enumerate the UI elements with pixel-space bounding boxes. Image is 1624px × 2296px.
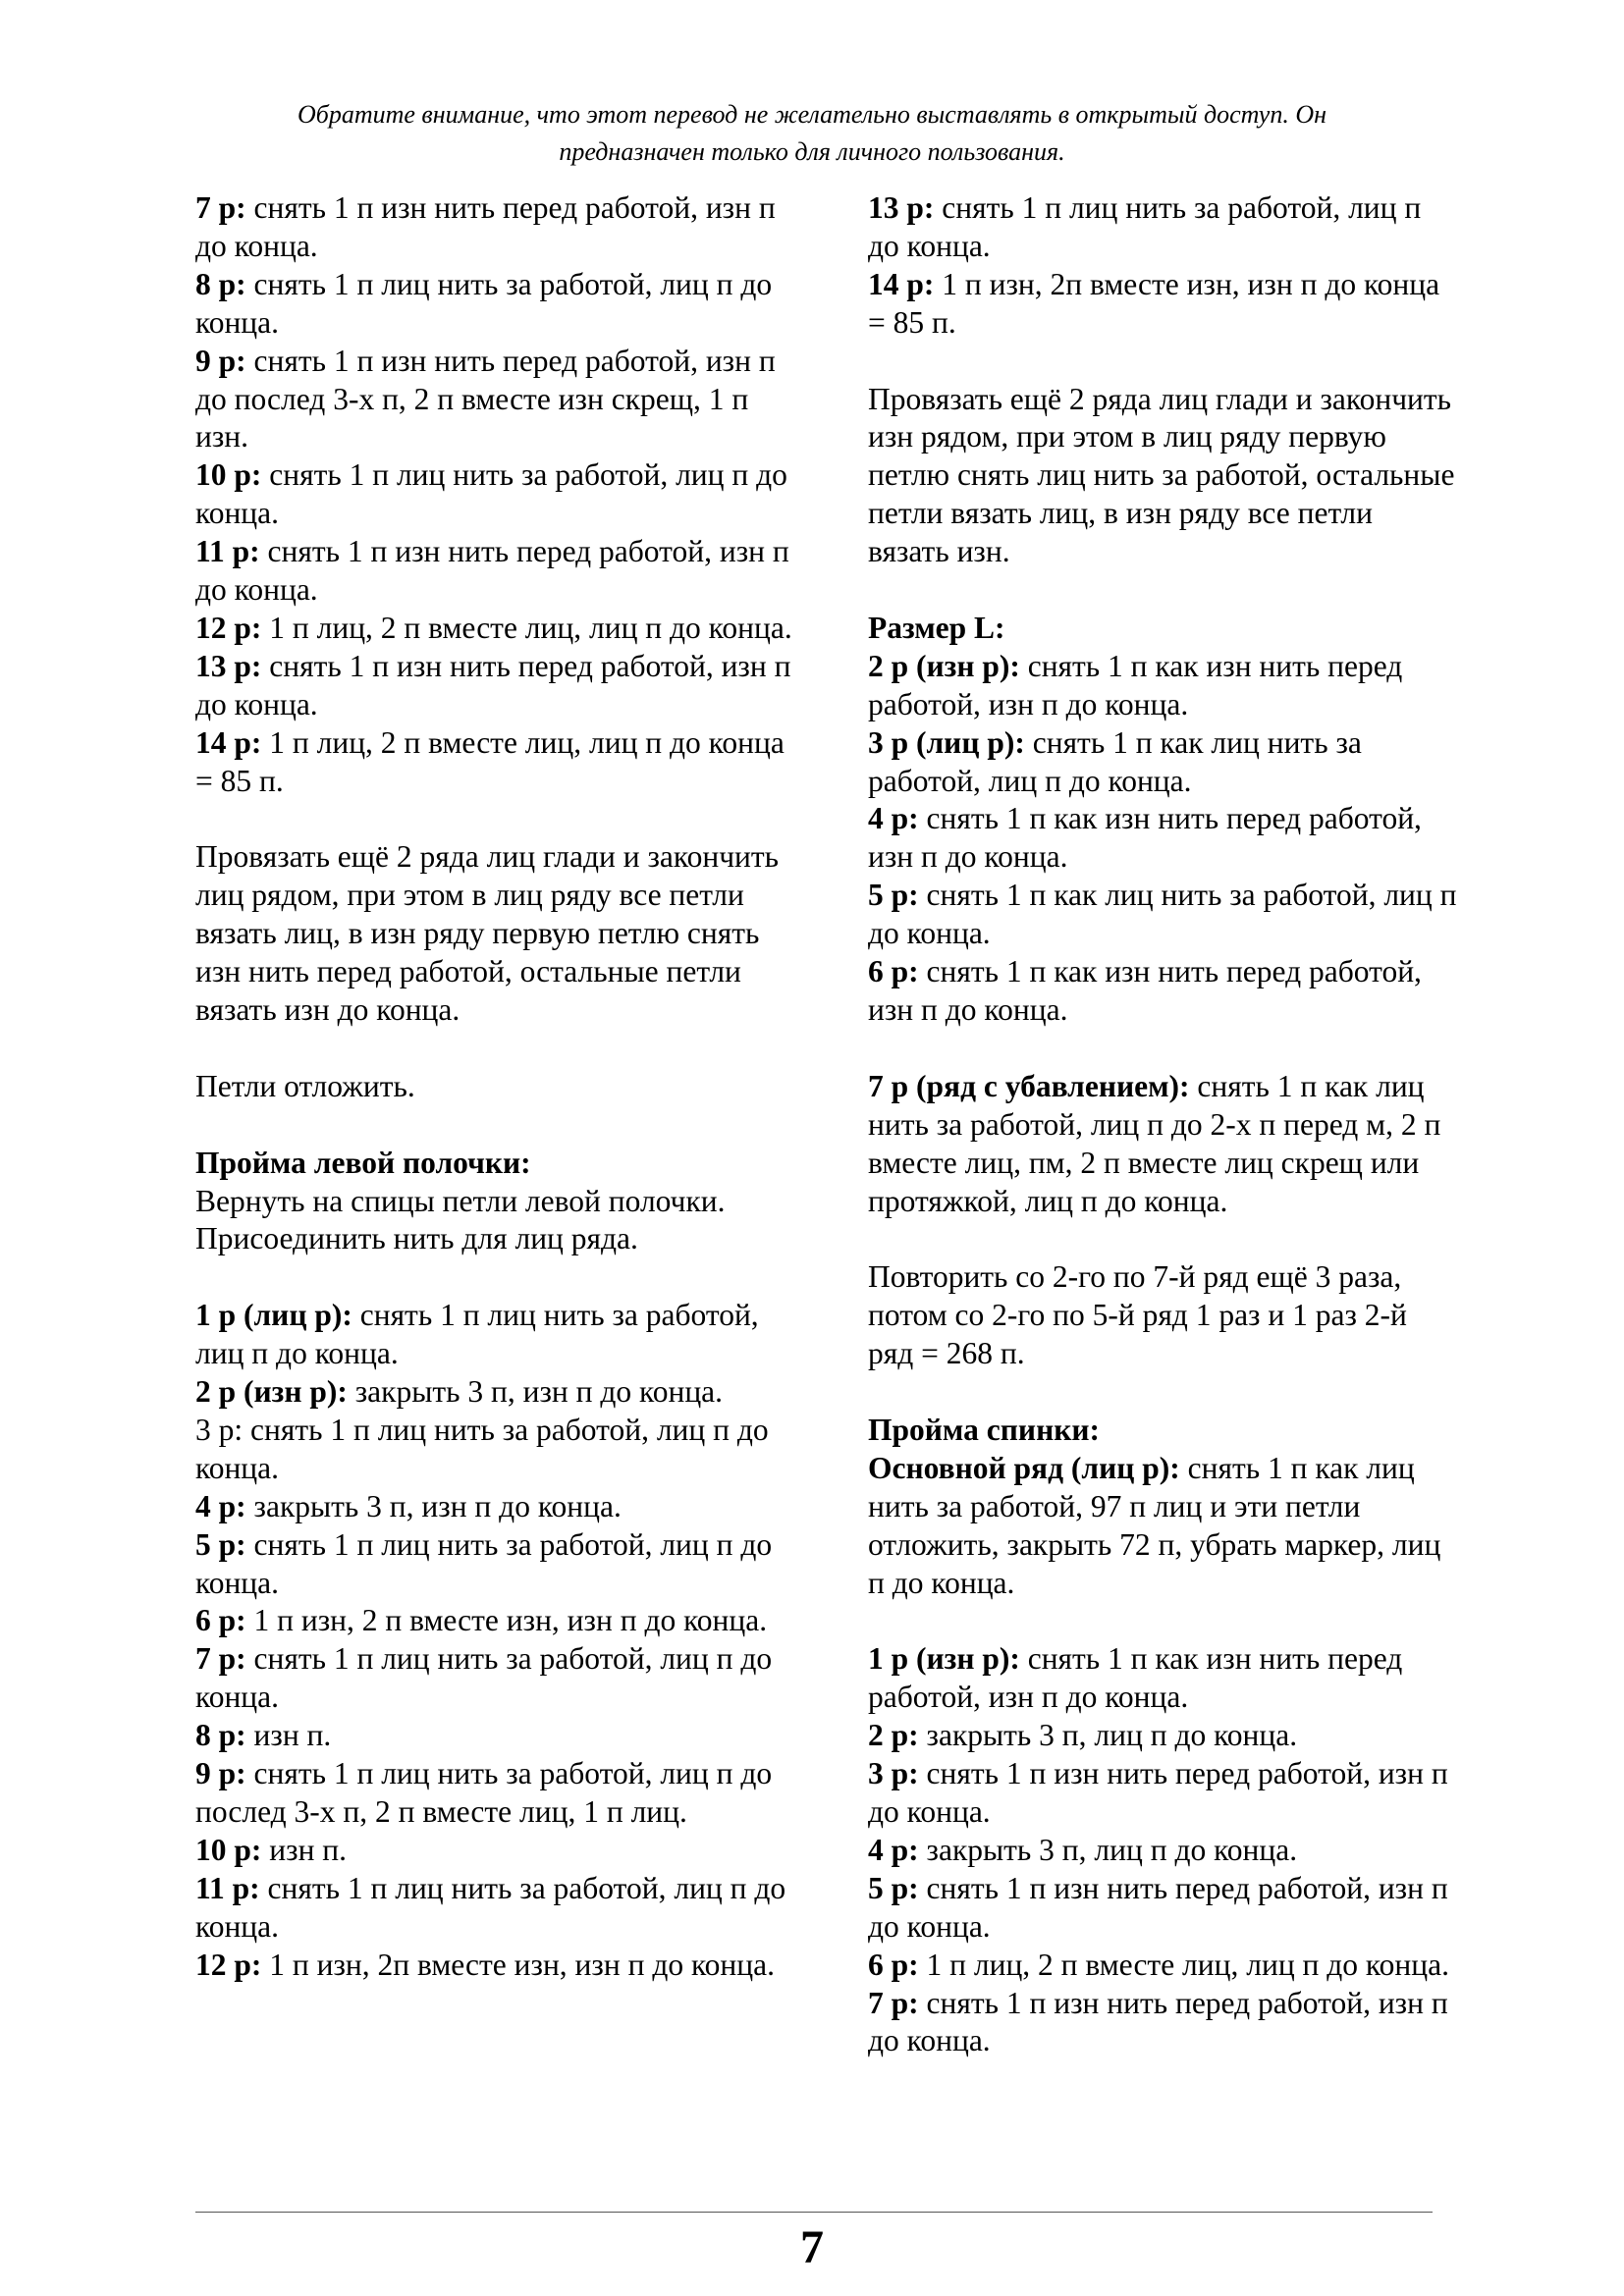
row-label: 6 р:: [195, 1603, 246, 1638]
row-label: 11 р:: [195, 1870, 260, 1905]
spacer: [195, 1030, 804, 1068]
section-heading-left-front-armhole: Пройма левой полочки:: [195, 1145, 531, 1180]
row-1: [195, 1297, 804, 1373]
row-1: [868, 1640, 1457, 1717]
row-label: Основной ряд (лиц р):: [868, 1450, 1180, 1485]
row-text: снять 1 п как изн нить перед работой, изн п до конца.: [868, 954, 1422, 1027]
row-text: закрыть 3 п, лиц п до конца.: [918, 1718, 1298, 1753]
row-9: [195, 1755, 804, 1832]
row-text: снять 1 п изн нить перед работой, изн п до конца.: [195, 648, 791, 721]
paragraph: Провязать ещё 2 ряда лиц глади и закончить лиц рядом, при этом в лиц ряду все петли вязать лиц, в изн ряду первую петлю снять изн нить перед работой, остальные петли вязать изн до конца.: [195, 839, 780, 1028]
row-text: изн п.: [245, 1718, 332, 1753]
section-heading-back-armhole: Пройма спинки:: [868, 1412, 1101, 1447]
row-11: [195, 533, 804, 610]
header-line-1: Обратите внимание, что этот перевод не желательно выставлять в открытый доступ. Он: [297, 100, 1326, 129]
left-column: [195, 189, 804, 1985]
paragraph: Вернуть на спицы петли левой полочки. Присоединить нить для лиц ряда.: [195, 1183, 726, 1256]
spacer: [868, 571, 1457, 610]
row-label: 8 р:: [195, 1718, 246, 1753]
row-label: 5 р:: [868, 1870, 919, 1905]
row-text: снять 1 п лиц нить за работой, лиц п до послед 3-х п, 2 п вместе лиц, 1 п лиц.: [195, 1756, 773, 1829]
spacer: [868, 1220, 1457, 1258]
row-text: снять 1 п как изн нить перед работой, изн п до конца.: [868, 648, 1403, 721]
row-14: [868, 266, 1457, 343]
row-text: снять 1 п как лиц нить за работой, 97 п лиц и эти петли отложить, закрыть 72 п, убрать маркер, лиц п до конца.: [868, 1450, 1441, 1600]
row-label: 14 р:: [195, 724, 262, 760]
row-3: [868, 1755, 1457, 1832]
row-label: 7 р (ряд с убавлением):: [868, 1068, 1190, 1103]
spacer: [868, 343, 1457, 381]
row-label: 8 р:: [195, 266, 246, 301]
row-5: [195, 1526, 804, 1603]
row-4: [868, 1832, 1457, 1870]
row-7: [195, 1640, 804, 1717]
row-label: 6 р:: [868, 1947, 919, 1982]
row-text: 1 п изн, 2п вместе изн, изн п до конца.: [261, 1947, 776, 1982]
spacer: [868, 1373, 1457, 1412]
header-line-2: предназначен только для личного пользования.: [559, 137, 1065, 166]
row-7: [868, 1985, 1457, 2061]
row-13: [868, 189, 1457, 266]
row-text: изн п.: [261, 1832, 348, 1867]
spacer: [195, 1258, 804, 1297]
row-text: снять 1 п изн нить перед работой, изн п до конца.: [868, 1985, 1448, 2058]
row-5: [868, 1870, 1457, 1947]
row-12: [195, 610, 804, 648]
row-text: снять 1 п изн нить перед работой, изн п до конца.: [195, 534, 789, 608]
section-heading-size-l: Размер L:: [868, 610, 1005, 645]
row-text: снять 1 п лиц нить за работой, лиц п до конца.: [195, 1641, 773, 1715]
row-text: снять 1 п изн нить перед работой, изн п до конца.: [868, 1756, 1448, 1829]
row-4: [195, 1488, 804, 1526]
row-6: [195, 1602, 804, 1640]
row-label: 11 р:: [195, 534, 260, 569]
row-label: 1 р (изн р):: [868, 1641, 1020, 1677]
row-label: 10 р:: [195, 1832, 262, 1867]
row-text: снять 1 п лиц нить за работой, лиц п до конца.: [195, 266, 773, 340]
row-8: [195, 266, 804, 343]
page-number: 7: [800, 2221, 824, 2273]
right-column: [868, 189, 1457, 2060]
row-10: [195, 456, 804, 533]
row-text: снять 1 п изн нить перед работой, изн п до конца.: [195, 190, 776, 263]
row-text: снять 1 п лиц нить за работой, лиц п до конца.: [195, 1298, 759, 1371]
row-label: 2 р (изн р):: [868, 648, 1020, 683]
row-text: снять 1 п изн нить перед работой, изн п до конца.: [868, 1870, 1448, 1944]
row-7: [195, 189, 804, 266]
row-label: 2 р:: [868, 1718, 919, 1753]
row-9: [195, 343, 804, 457]
paragraph: Петли отложить.: [195, 1068, 415, 1103]
row-3: [868, 724, 1457, 801]
row-4: [868, 800, 1457, 877]
spacer: [868, 1030, 1457, 1068]
paragraph: Повторить со 2-го по 7-й ряд ещё 3 раза, потом со 2-го по 5-й ряд 1 раз и 1 раз 2-й ряд = 268 п.: [868, 1259, 1407, 1371]
row-11: [195, 1870, 804, 1947]
row-label: 12 р:: [195, 610, 262, 645]
row-label: 7 р:: [195, 1641, 246, 1677]
row-7-decrease: [868, 1068, 1457, 1221]
row-2: [868, 648, 1457, 724]
row-14: [195, 724, 804, 801]
row-text: 1 п лиц, 2 п вместе лиц, лиц п до конца.: [918, 1947, 1449, 1982]
row-text: закрыть 3 п, лиц п до конца.: [918, 1832, 1298, 1867]
row-12: [195, 1947, 804, 1985]
row-label: 12 р:: [195, 1947, 262, 1982]
row-8: [195, 1717, 804, 1755]
row-10: [195, 1832, 804, 1870]
row-6: [868, 1947, 1457, 1985]
row-label: 9 р:: [195, 1756, 246, 1791]
row-3: 3 р: снять 1 п лиц нить за работой, лиц п до конца.: [195, 1412, 769, 1485]
row-text: снять 1 п лиц нить за работой, лиц п до конца.: [868, 190, 1422, 263]
row-text: снять 1 п лиц нить за работой, лиц п до конца.: [195, 457, 787, 531]
row-text: снять 1 п как лиц нить за работой, лиц п до конца.: [868, 878, 1457, 951]
row-label: 2 р (изн р):: [195, 1374, 348, 1410]
row-label: 3 р (лиц р):: [868, 724, 1025, 760]
row-text: снять 1 п лиц нить за работой, лиц п до конца.: [195, 1526, 773, 1600]
row-label: 4 р:: [195, 1488, 246, 1523]
spacer: [195, 1106, 804, 1145]
row-text: 1 п изн, 2 п вместе изн, изн п до конца.: [245, 1603, 768, 1638]
row-label: 14 р:: [868, 266, 935, 301]
row-text: снять 1 п как лиц нить за работой, лиц п до конца.: [868, 724, 1362, 798]
row-label: 3 р:: [868, 1756, 919, 1791]
spacer: [195, 801, 804, 839]
row-label: 4 р:: [868, 801, 919, 836]
spacer: [868, 1602, 1457, 1640]
row-label: 5 р:: [868, 878, 919, 913]
row-text: снять 1 п лиц нить за работой, лиц п до конца.: [195, 1870, 786, 1944]
row-text: снять 1 п изн нить перед работой, изн п до послед 3-х п, 2 п вместе изн скрещ, 1 п изн.: [195, 343, 776, 454]
row-text: снять 1 п как изн нить перед работой, изн п до конца.: [868, 801, 1422, 875]
row-label: 4 р:: [868, 1832, 919, 1867]
row-label: 13 р:: [195, 648, 262, 683]
row-text: снять 1 п как лиц нить за работой, лиц п до 2-х п перед м, 2 п вместе лиц, пм, 2 п вместе лиц скрещ или протяжкой, лиц п до конца.: [868, 1068, 1441, 1218]
row-label: 9 р:: [195, 343, 246, 378]
row-label: 7 р:: [868, 1985, 919, 2020]
row-text: 1 п изн, 2п вместе изн, изн п до конца = 85 п.: [868, 266, 1440, 340]
row-text: закрыть 3 п, изн п до конца.: [245, 1488, 622, 1523]
row-label: 1 р (лиц р):: [195, 1298, 352, 1333]
row-2: [195, 1373, 804, 1412]
row-text: 1 п лиц, 2 п вместе лиц, лиц п до конца.: [261, 610, 792, 645]
page-header-notice: [187, 96, 1437, 171]
main-row: [868, 1450, 1457, 1603]
row-text: закрыть 3 п, изн п до конца.: [347, 1374, 724, 1410]
row-text: 1 п лиц, 2 п вместе лиц, лиц п до конца = 85 п.: [195, 724, 785, 798]
row-label: 6 р:: [868, 954, 919, 989]
row-label: 5 р:: [195, 1526, 246, 1562]
row-label: 10 р:: [195, 457, 262, 493]
row-13: [195, 648, 804, 724]
row-6: [868, 953, 1457, 1030]
row-text: снять 1 п как изн нить перед работой, изн п до конца.: [868, 1641, 1403, 1715]
footer-divider: [195, 2212, 1433, 2213]
row-5: [868, 877, 1457, 953]
row-label: 13 р:: [868, 190, 935, 225]
paragraph: Провязать ещё 2 ряда лиц глади и закончить изн рядом, при этом в лиц ряду первую петлю снять лиц нить за работой, остальные петли вязать лиц, в изн ряду все петли вязать изн.: [868, 381, 1455, 569]
row-label: 7 р:: [195, 190, 246, 225]
row-2: [868, 1717, 1457, 1755]
